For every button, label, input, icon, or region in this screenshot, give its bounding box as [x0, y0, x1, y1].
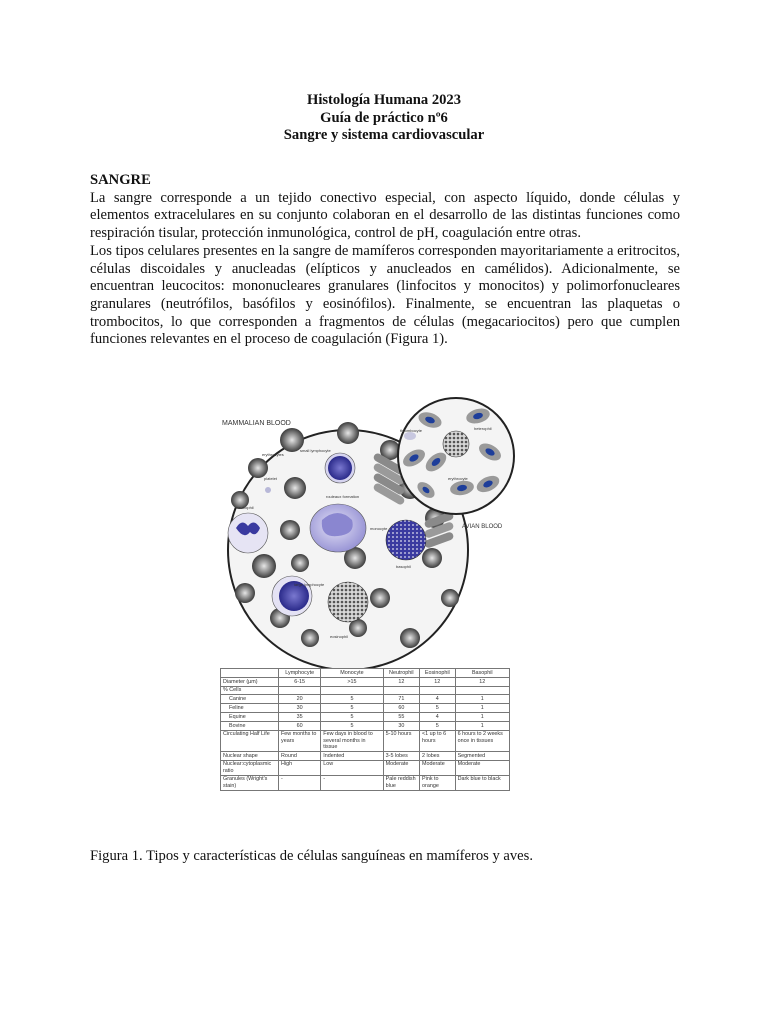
- table-cell: High: [279, 760, 321, 775]
- table-cell: [455, 686, 509, 695]
- label-neutrophil: neutrophil: [236, 505, 254, 510]
- neutrophil-cell: [228, 513, 268, 553]
- table-cell: Moderate: [455, 760, 509, 775]
- table-cell: 3-5 lobes: [383, 751, 419, 760]
- table-row: [221, 721, 510, 730]
- eosinophil-cell: [328, 582, 368, 622]
- table-cell: -: [279, 775, 321, 790]
- table-cell: Few days in blood to several months in tissue: [321, 730, 383, 751]
- table-row-label: Circulating Half Life: [221, 730, 279, 751]
- table-header-cell: Eosinophil: [420, 669, 456, 678]
- table-cell: 5: [321, 712, 383, 721]
- table-row: [221, 775, 510, 790]
- label-avian-erythrocyte: erythrocyte: [448, 476, 468, 481]
- table-cell: 5: [321, 704, 383, 713]
- paragraph-1: La sangre corresponde a un tejido conectivo especial, con aspecto líquido, donde células y elementos extracelulares en su conjunto colaboran en el desarrollo de las distintas funciones como respiración tisular, protección inmunológica, control de pH, coagulación entre otras.: [90, 189, 680, 242]
- table-row-label: Feline: [221, 704, 279, 713]
- table-cell: [321, 686, 383, 695]
- table-cell: -: [321, 775, 383, 790]
- label-erythrocytes: erythrocytes: [262, 452, 284, 457]
- heterophil-cell: [443, 431, 469, 457]
- table-header-cell: Monocyte: [321, 669, 383, 678]
- label-thrombocyte: thrombocyte: [400, 428, 423, 433]
- section-body: [90, 172, 680, 349]
- table-cell: 1: [455, 704, 509, 713]
- table-row: [221, 730, 510, 751]
- paragraph-2: Los tipos celulares presentes en la sangre de mamíferos corresponden mayoritariamente a eritrocitos, células discoidales y anucleadas (elípticos y anucleados en camélidos). Adicionalmente, se encuentran leucocitos: mononucleares granulares (linfocitos y monocitos) y polimorfonucleares granulares (neutrófilos, basófilos y eosinófilos). Finalmente, se encuentran las plaquetas o trombocitos, lo que corresponden a fragmentos de células (megacariocitos) pero que cumplen funciones relevantes en el proceso de coagulación (Figura 1).: [90, 242, 680, 348]
- table-cell: 71: [383, 695, 419, 704]
- table-row: [221, 760, 510, 775]
- monocyte-cell: [310, 504, 366, 552]
- label-large-lymphocyte: large lymphocyte: [294, 582, 325, 587]
- table-row: [221, 704, 510, 713]
- table-cell: 60: [383, 704, 419, 713]
- table-cell: 60: [279, 721, 321, 730]
- table-cell: 5: [321, 721, 383, 730]
- table-cell: 12: [420, 677, 456, 686]
- table-cell: [383, 686, 419, 695]
- table-cell: Segmented: [455, 751, 509, 760]
- table-cell: Indented: [321, 751, 383, 760]
- table-cell: Round: [279, 751, 321, 760]
- document-title-block: [0, 92, 768, 145]
- table-cell: 5: [321, 695, 383, 704]
- small-lymphocyte-cell: [325, 453, 355, 483]
- table-cell: 55: [383, 712, 419, 721]
- label-heterophil: heterophil: [474, 426, 492, 431]
- label-platelet: platelet: [264, 476, 277, 481]
- table-cell: 1: [455, 695, 509, 704]
- table-cell: 12: [455, 677, 509, 686]
- course-title: Histología Humana 2023: [306, 92, 462, 108]
- table-header-row: [221, 669, 510, 678]
- table-cell: 1: [455, 721, 509, 730]
- table-cell: 6-15: [279, 677, 321, 686]
- table-row-label: Canine: [221, 695, 279, 704]
- table-row: [221, 712, 510, 721]
- table-row-label: Diameter (µm): [221, 677, 279, 686]
- table-cell: 1: [455, 712, 509, 721]
- table-cell: Low: [321, 760, 383, 775]
- table-cell: >15: [321, 677, 383, 686]
- table-cell: Dark blue to black: [455, 775, 509, 790]
- figure-caption: Figura 1. Tipos y características de células sanguíneas en mamíferos y aves.: [90, 848, 533, 864]
- table-cell: 4: [420, 712, 456, 721]
- table-cell: Moderate: [420, 760, 456, 775]
- label-monocyte: monocyte: [370, 526, 388, 531]
- table-row-label: Granules (Wright's stain): [221, 775, 279, 790]
- table-cell: Pale reddish blue: [383, 775, 419, 790]
- table-cell: Moderate: [383, 760, 419, 775]
- section-heading: SANGRE: [90, 172, 151, 188]
- table-cell: 6 hours to 2 weeks once in tissues: [455, 730, 509, 751]
- blood-cells-figure: [200, 388, 530, 668]
- table-row: [221, 751, 510, 760]
- thrombocyte-cell: [404, 432, 416, 440]
- guide-topic: Sangre y sistema cardiovascular: [283, 127, 485, 143]
- table-row-label: Bovine: [221, 721, 279, 730]
- table-cell: 20: [279, 695, 321, 704]
- table-cell: Few months to years: [279, 730, 321, 751]
- table-cell: 2 lobes: [420, 751, 456, 760]
- table-cell: <1 up to 6 hours: [420, 730, 456, 751]
- guide-number: Guía de práctico nº6: [320, 109, 448, 126]
- mammalian-blood-title: MAMMALIAN BLOOD: [222, 420, 291, 427]
- table-cell: 30: [383, 721, 419, 730]
- table-row-label: Nuclear:cytoplasmic ratio: [221, 760, 279, 775]
- table-header-cell: Neutrophil: [383, 669, 419, 678]
- table-row: [221, 695, 510, 704]
- table-cell: 30: [279, 704, 321, 713]
- blood-cell-table: [220, 668, 510, 791]
- table-row-label: Equine: [221, 712, 279, 721]
- label-basophil: basophil: [396, 564, 411, 569]
- table-cell: 12: [383, 677, 419, 686]
- table-row-label: Nuclear shape: [221, 751, 279, 760]
- table-cell: Pink to orange: [420, 775, 456, 790]
- table-header-cell: [221, 669, 279, 678]
- label-eosinophil: eosinophil: [330, 634, 349, 639]
- table-cell: 5: [420, 721, 456, 730]
- table-row: [221, 677, 510, 686]
- table-row-label: % Cells: [221, 686, 279, 695]
- table-cell: 5-10 hours: [383, 730, 419, 751]
- table-cell: 4: [420, 695, 456, 704]
- table-cell: [279, 686, 321, 695]
- table-cell: 35: [279, 712, 321, 721]
- table-row: [221, 686, 510, 695]
- blood-cell-characteristics-table: [220, 668, 510, 791]
- table-header-cell: Basophil: [455, 669, 509, 678]
- basophil-cell: [386, 520, 426, 560]
- label-small-lymphocyte: small lymphocyte: [300, 448, 331, 453]
- label-rouleaux: rouleaux formation: [326, 494, 360, 499]
- table-cell: 5: [420, 704, 456, 713]
- table-header-cell: Lymphocyte: [279, 669, 321, 678]
- blood-cells-illustration: [200, 388, 530, 668]
- platelet-cell: [265, 487, 271, 493]
- avian-blood-title: AVIAN BLOOD: [462, 524, 503, 530]
- table-cell: [420, 686, 456, 695]
